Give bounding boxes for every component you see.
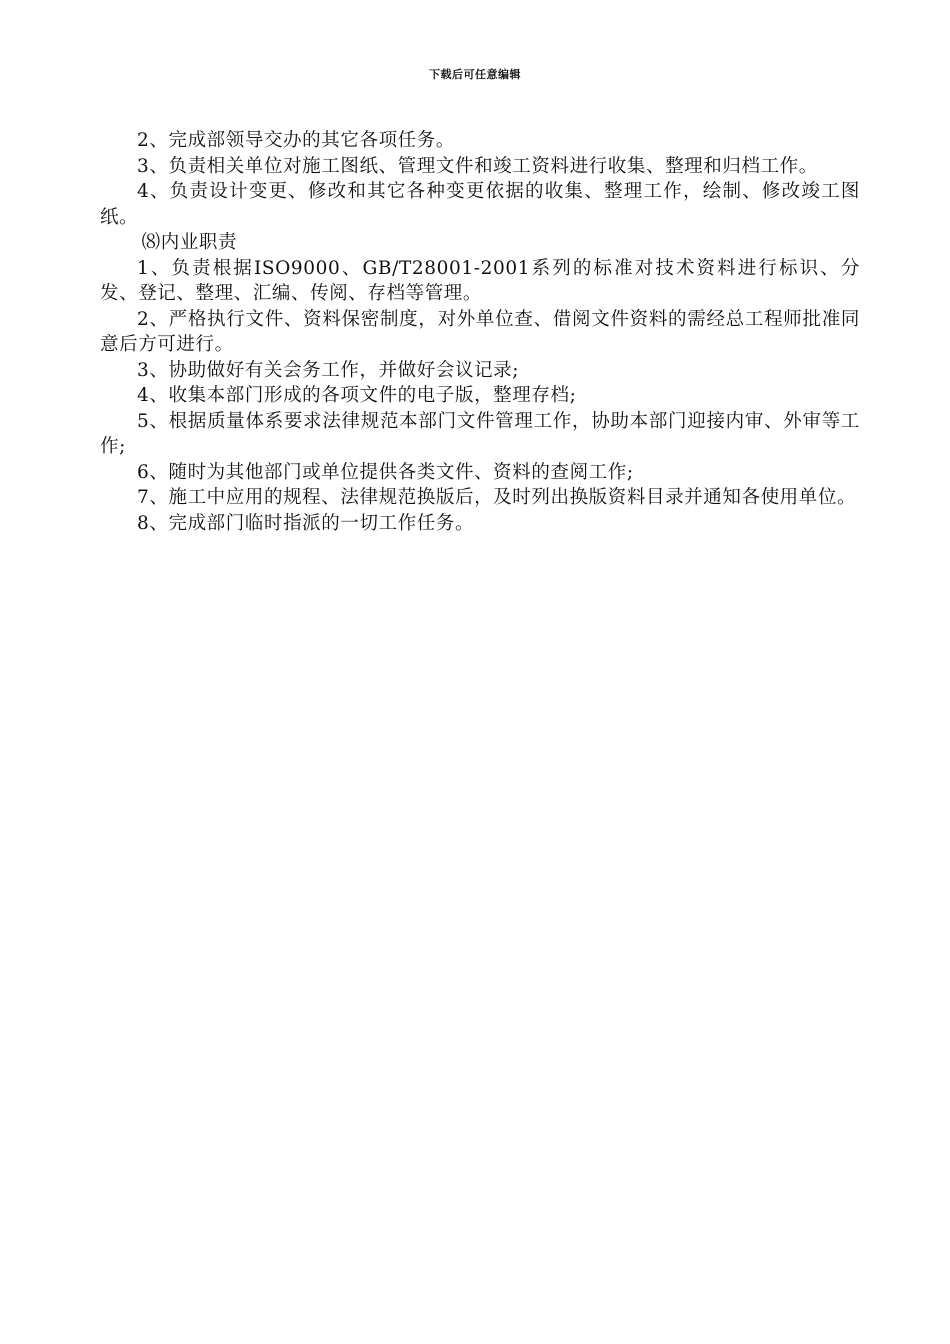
paragraph-duty-5: 5、根据质量体系要求法律规范本部门文件管理工作，协助本部门迎接内审、外审等工作; [100, 410, 860, 457]
paragraph-duty-7: 7、施工中应用的规程、法律规范换版后，及时列出换版资料目录并通知各使用单位。 [137, 487, 857, 508]
document-body [100, 128, 860, 536]
paragraph-duty-4: 4、收集本部门形成的各项文件的电子版，整理存档; [137, 385, 577, 406]
paragraph-duty-1: 1、负责根据ISO9000、GB/T28001-2001系列的标准对技术资料进行标识、分发、登记、整理、汇编、传阅、存档等管理。 [100, 257, 860, 304]
page-header: 下载后可任意编辑 [429, 68, 521, 81]
paragraph-duty-2: 2、严格执行文件、资料保密制度，对外单位查、借阅文件资料的需经总工程师批准同意后方可进行。 [100, 308, 860, 355]
section-heading-internal-duties: ⑻内业职责 [141, 232, 238, 253]
paragraph-duty-3: 3、协助做好有关会务工作，并做好会议记录; [137, 359, 520, 381]
paragraph-task-3: 3、负责相关单位对施工图纸、管理文件和竣工资料进行收集、整理和归档工作。 [137, 155, 818, 177]
paragraph-task-2: 2、完成部领导交办的其它各项任务。 [137, 130, 455, 151]
paragraph-duty-6: 6、随时为其他部门或单位提供各类文件、资料的查阅工作; [137, 461, 634, 483]
paragraph-task-4: 4、负责设计变更、修改和其它各种变更依据的收集、整理工作，绘制、修改竣工图纸。 [100, 181, 860, 228]
paragraph-duty-8: 8、完成部门临时指派的一切工作任务。 [137, 512, 475, 534]
